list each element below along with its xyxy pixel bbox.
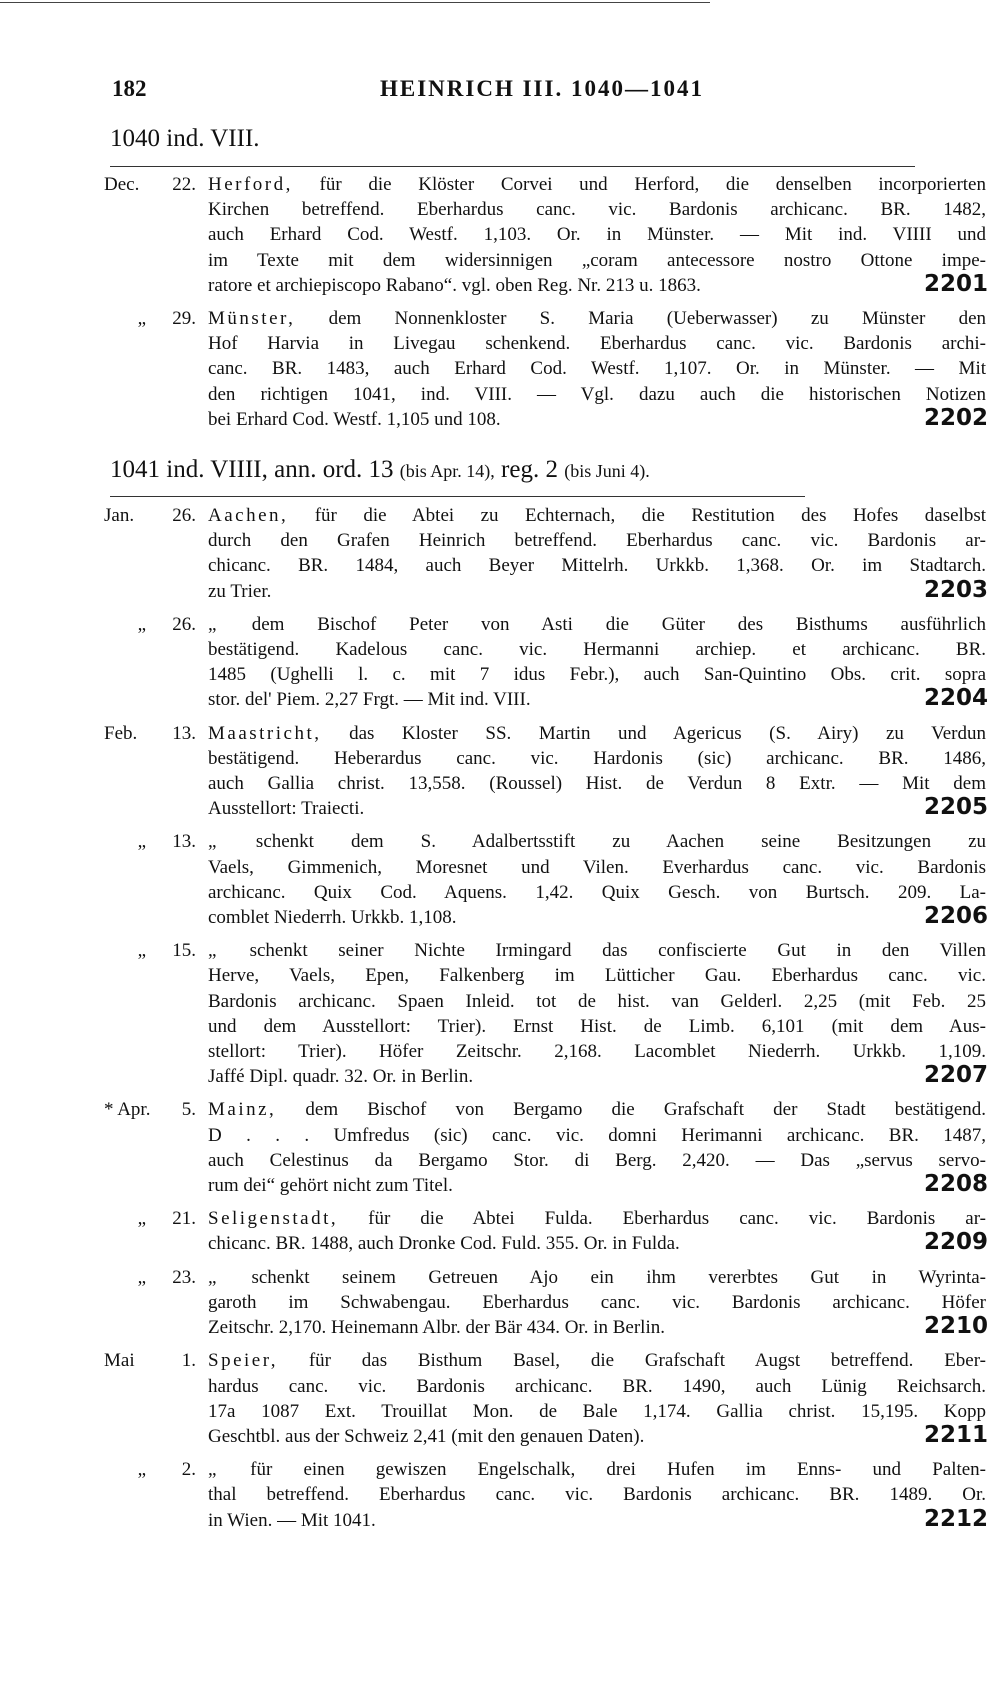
entry-line-text: Bardonis archicanc. Spaen Inleid. tot de hist. van Gelderl. 2,25 (mit Feb. 25	[208, 990, 986, 1012]
entry-place: „	[208, 613, 219, 635]
register-entry	[0, 1265, 1000, 1341]
entry-line	[208, 963, 986, 988]
entry-line-text: für die Abtei zu Echternach, die Restitution des Hofes daselbst	[314, 505, 986, 526]
regesta-number: 2205	[923, 794, 988, 821]
entry-line	[208, 503, 986, 528]
entry-line	[208, 880, 986, 905]
entry-line	[208, 1505, 988, 1533]
entry-place: „	[208, 940, 219, 962]
entry-line-text: den richtigen 1041, ind. VIII. — Vgl. dazu auch die historischen Notizen	[208, 383, 986, 405]
register-entry	[0, 1206, 1000, 1256]
entry-line-text: chicanc. BR. 1488, auch Dronke Cod. Fuld. 355. Or. in Fulda.	[208, 1233, 680, 1255]
entry-line-text: stor. del' Piem. 2,27 Frgt. — Mit ind. VIII.	[208, 689, 531, 711]
entry-line-text: dem Nonnenkloster S. Maria (Ueberwasser) zu Münster den	[328, 308, 986, 330]
entry-month: „	[137, 1266, 146, 1288]
entry-date	[104, 612, 200, 638]
entry-line-text: bestätigend. Kadelous canc. vic. Hermanni archiep. et archicanc. BR.	[208, 639, 986, 661]
entry-line	[208, 721, 986, 746]
entry-line	[208, 855, 986, 880]
entry-line	[208, 1399, 986, 1424]
entry-text	[208, 829, 986, 930]
entry-place: Maastricht,	[208, 722, 322, 744]
heading-rule	[110, 166, 915, 167]
regesta-number: 2204	[923, 685, 988, 712]
entry-day: 26.	[172, 613, 196, 635]
register-entry	[0, 503, 1000, 604]
entry-line-text: thal betreffend. Eberhardus canc. vic. Bardonis archicanc. BR. 1489. Or.	[208, 1484, 986, 1506]
entry-text	[208, 1457, 986, 1533]
entry-line-text: bei Erhard Cod. Westf. 1,105 und 108.	[208, 408, 501, 430]
regesta-number: 2212	[923, 1505, 988, 1532]
register-entry	[0, 612, 1000, 713]
entry-line	[208, 1374, 986, 1399]
entry-day: 5.	[181, 1099, 196, 1121]
entry-line	[208, 553, 986, 578]
entry-line	[208, 1457, 986, 1482]
entry-line	[208, 382, 986, 407]
entry-line	[208, 270, 988, 298]
entry-line	[208, 1039, 986, 1064]
entry-line	[208, 528, 986, 553]
entry-line	[208, 938, 986, 963]
entry-text	[208, 172, 986, 298]
entry-line-text: und dem Ausstellort: Trier). Ernst Hist. de Limb. 6,101 (mit dem Aus-	[208, 1015, 986, 1037]
entry-line-text: schenkt seinem Getreuen Ajo ein ihm vererbtes Gut in Wyrinta-	[251, 1266, 986, 1288]
entry-day: 23.	[172, 1266, 196, 1288]
entry-line-text: durch den Grafen Heinrich betreffend. Eberhardus canc. vic. Bardonis ar-	[208, 530, 986, 552]
entry-date	[104, 306, 200, 332]
entry-line	[208, 687, 986, 712]
entry-line	[208, 331, 986, 356]
regesta-number: 2203	[923, 576, 988, 603]
entry-place: Speier,	[208, 1350, 279, 1372]
register-entry	[0, 1097, 1000, 1198]
entry-place: „	[208, 1266, 219, 1288]
entry-month: „	[137, 1208, 146, 1230]
entry-day: 22.	[172, 174, 196, 195]
entry-date	[104, 1206, 200, 1232]
entry-text	[208, 1097, 986, 1198]
entry-date	[104, 1265, 200, 1291]
entry-month: Mai	[104, 1350, 135, 1372]
entry-day: 21.	[172, 1208, 196, 1230]
entry-date	[104, 1097, 200, 1123]
entry-place: „	[208, 831, 219, 853]
entry-text	[208, 1265, 986, 1341]
entry-line-text: stellort: Trier). Höfer Zeitschr. 2,168. Lacomblet Niederrh. Urkkb. 1,109.	[208, 1041, 986, 1063]
regesta-number: 2207	[923, 1062, 988, 1089]
entry-month: „	[137, 308, 146, 330]
entry-line-text: für die Abtei Fulda. Eberhardus canc. vic. Bardonis ar-	[368, 1208, 987, 1230]
entry-line-text: comblet Niederrh. Urkkb. 1,108.	[208, 907, 457, 929]
entry-line	[208, 1064, 986, 1089]
entry-line-text: schenkt dem S. Adalbertsstift zu Aachen seine Besitzungen zu	[255, 831, 986, 853]
entry-line-text: Herve, Vaels, Epen, Falkenberg im Lütticher Gau. Eberhardus canc. vic.	[208, 965, 986, 987]
entry-line-text: Jaffé Dipl. quadr. 32. Or. in Berlin.	[208, 1066, 474, 1088]
entry-line-text: bestätigend. Heberardus canc. vic. Hardonis (sic) archicanc. BR. 1486,	[208, 747, 986, 769]
entry-line-text: ratore et archiepiscopo Rabano“. vgl. oben Reg. Nr. 213 u. 1863.	[208, 274, 701, 296]
register-entry	[0, 721, 1000, 822]
entry-date	[104, 172, 200, 198]
entry-line-text: dem Bischof von Bergamo die Grafschaft der Stadt bestätigend.	[305, 1099, 986, 1121]
entry-month: Dec.	[104, 174, 140, 195]
entry-line-text: Zeitschr. 2,170. Heinemann Albr. der Bär 434. Or. in Berlin.	[208, 1317, 665, 1339]
entry-text	[208, 938, 986, 1089]
regesta-number: 2211	[923, 1421, 988, 1448]
entry-day: 1.	[181, 1350, 196, 1372]
register-entry	[0, 172, 1000, 298]
entry-line	[208, 746, 986, 771]
entry-line-text: Hof Harvia in Livegau schenkend. Eberhardus canc. vic. Bardonis archi-	[208, 333, 986, 355]
entry-line-text: hardus canc. vic. Bardonis archicanc. BR. 1490, auch Lünig Reichsarch.	[208, 1375, 986, 1397]
entry-place: Mainz,	[208, 1099, 277, 1121]
entry-date	[104, 503, 200, 529]
register-entry	[0, 938, 1000, 1089]
entry-line	[208, 612, 986, 637]
entry-line	[208, 1123, 986, 1148]
entry-date	[104, 1348, 200, 1374]
regesta-number: 2201	[923, 270, 988, 297]
entry-line-text: Geschtbl. aus der Schweiz 2,41 (mit den genauen Daten).	[208, 1425, 645, 1447]
entry-text	[208, 612, 986, 713]
entry-line-text: schenkt seiner Nichte Irmingard das confiscierte Gut in den Villen	[249, 940, 987, 962]
heading-reg: reg. 2	[501, 456, 558, 483]
entry-line-text: in Wien. — Mit 1041.	[208, 1509, 376, 1531]
entry-line	[208, 1421, 988, 1449]
entry-month: Jan.	[104, 505, 135, 526]
entries-1041	[0, 503, 1000, 1541]
regesta-number: 2206	[923, 903, 988, 930]
entry-line	[208, 1148, 986, 1173]
entry-line-text: zu Trier.	[208, 580, 272, 602]
entry-line	[208, 637, 986, 662]
entry-month: „	[137, 1459, 146, 1481]
entry-line-text: Kirchen betreffend. Eberhardus canc. vic. Bardonis archicanc. BR. 1482,	[208, 199, 986, 221]
entry-date	[104, 1457, 200, 1483]
entry-place: Aachen,	[208, 505, 289, 526]
entry-line	[208, 1206, 986, 1231]
regesta-number: 2202	[923, 404, 988, 431]
entry-text	[208, 721, 986, 822]
register-entry	[0, 1348, 1000, 1449]
entry-line	[208, 172, 986, 197]
entry-line	[208, 248, 986, 273]
entry-line	[208, 1265, 986, 1290]
entry-line-text: für einen gewiszen Engelschalk, drei Hufen im Enns- und Palten-	[250, 1459, 987, 1481]
entry-line	[208, 576, 988, 604]
regesta-number: 2208	[923, 1171, 988, 1198]
entry-date	[104, 829, 200, 855]
entry-line	[208, 1097, 986, 1122]
entry-line-text: auch Gallia christ. 13,558. (Roussel) Hist. de Verdun 8 Extr. — Mit dem	[208, 773, 986, 795]
entry-line-text: chicanc. BR. 1484, auch Beyer Mittelrh. Urkkb. 1,368. Or. im Stadtarch.	[208, 555, 986, 577]
entry-line-text: Vaels, Gimmenich, Moresnet und Vilen. Everhardus canc. vic. Bardonis	[208, 856, 986, 878]
entry-line	[208, 1315, 986, 1340]
regesta-number: 2209	[923, 1229, 988, 1256]
entry-day: 29.	[172, 308, 196, 330]
heading-rule	[110, 496, 805, 497]
entry-line	[208, 1173, 986, 1198]
entry-line-text: 1485 (Ughelli l. c. mit 7 idus Febr.), auch San-Quintino Obs. crit. sopra	[208, 664, 986, 686]
entry-text	[208, 306, 986, 432]
entry-month: „	[137, 831, 146, 853]
page-number: 182	[112, 76, 147, 101]
entry-line	[208, 222, 986, 247]
entry-line-text: archicanc. Quix Cod. Aquens. 1,42. Quix Gesch. von Burtsch. 209. La-	[208, 881, 986, 903]
entry-line-text: D . . . Umfredus (sic) canc. vic. domni Herimanni archicanc. BR. 1487,	[208, 1124, 986, 1146]
entry-place: Herford,	[208, 174, 293, 195]
entry-line	[208, 771, 986, 796]
entry-day: 26.	[172, 505, 196, 526]
entry-line-text: im Texte mit dem widersinnigen „coram antecessore nostro Ottone impe-	[208, 249, 986, 271]
section-heading-1041	[110, 456, 650, 484]
entry-line-text: canc. BR. 1483, auch Erhard Cod. Westf. 1,107. Or. in Münster. — Mit	[208, 358, 986, 380]
entry-month: Feb.	[104, 722, 138, 744]
entry-line	[208, 905, 986, 930]
entry-date	[104, 938, 200, 964]
entry-line	[208, 197, 986, 222]
entry-line-text: 17a 1087 Ext. Trouillat Mon. de Bale 1,174. Gallia christ. 15,195. Kopp	[208, 1400, 986, 1422]
entry-day: 13.	[172, 831, 196, 853]
entry-date	[104, 721, 200, 747]
entries-1040	[0, 172, 1000, 440]
entry-line-text: für die Klöster Corvei und Herford, die denselben incorporierten	[319, 174, 986, 195]
section-heading-1040: 1040 ind. VIII.	[110, 125, 260, 152]
entry-month: * Apr.	[104, 1099, 151, 1121]
entry-text	[208, 1206, 986, 1256]
entry-line-text: Ausstellort: Traiecti.	[208, 798, 365, 820]
entry-line	[208, 404, 988, 432]
entry-line	[208, 306, 986, 331]
entry-line	[208, 1231, 986, 1256]
entry-line-text: garoth im Schwabengau. Eberhardus canc. vic. Bardonis archicanc. Höfer	[208, 1291, 986, 1313]
entry-line-text: das Kloster SS. Martin und Agericus (S. Airy) zu Verdun	[349, 722, 986, 744]
entry-line	[208, 1482, 986, 1507]
entry-month: „	[137, 940, 146, 962]
regesta-number: 2210	[923, 1313, 988, 1340]
entry-line-text: rum dei“ gehört nicht zum Titel.	[208, 1175, 453, 1197]
heading-main: 1041 ind. VIIII, ann. ord. 13	[110, 456, 394, 483]
running-title: HEINRICH III. 1040—1041	[380, 76, 704, 101]
entry-line	[208, 356, 986, 381]
top-rule	[0, 2, 710, 3]
entry-line	[208, 829, 986, 854]
entry-day: 2.	[181, 1459, 196, 1481]
entry-line-text: für das Bisthum Basel, die Grafschaft Augst betreffend. Eber-	[308, 1350, 987, 1372]
register-entry	[0, 1457, 1000, 1533]
entry-line	[208, 1348, 986, 1373]
entry-text	[208, 1348, 986, 1449]
page-header	[112, 76, 922, 106]
entry-day: 15.	[172, 940, 196, 962]
entry-day: 13.	[172, 722, 196, 744]
entry-line	[208, 662, 986, 687]
register-entry	[0, 306, 1000, 432]
entry-line-text: auch Erhard Cod. Westf. 1,103. Or. in Münster. — Mit ind. VIIII und	[208, 224, 986, 246]
entry-line	[208, 796, 986, 821]
heading-paren-2: (bis Juni 4).	[564, 461, 650, 481]
entry-place: Seligenstadt,	[208, 1208, 339, 1230]
entry-month: „	[137, 613, 146, 635]
entry-text	[208, 503, 986, 604]
entry-place: Münster,	[208, 308, 296, 330]
entry-line	[208, 989, 986, 1014]
entry-line	[208, 1290, 986, 1315]
entry-line-text: dem Bischof Peter von Asti die Güter des Bisthums ausführlich	[251, 613, 987, 635]
register-entry	[0, 829, 1000, 930]
heading-paren-1: (bis Apr. 14),	[399, 461, 495, 481]
entry-line-text: auch Celestinus da Bergamo Stor. di Berg. 2,420. — Das „servus servo-	[208, 1149, 986, 1171]
entry-line	[208, 1014, 986, 1039]
entry-place: „	[208, 1459, 219, 1481]
